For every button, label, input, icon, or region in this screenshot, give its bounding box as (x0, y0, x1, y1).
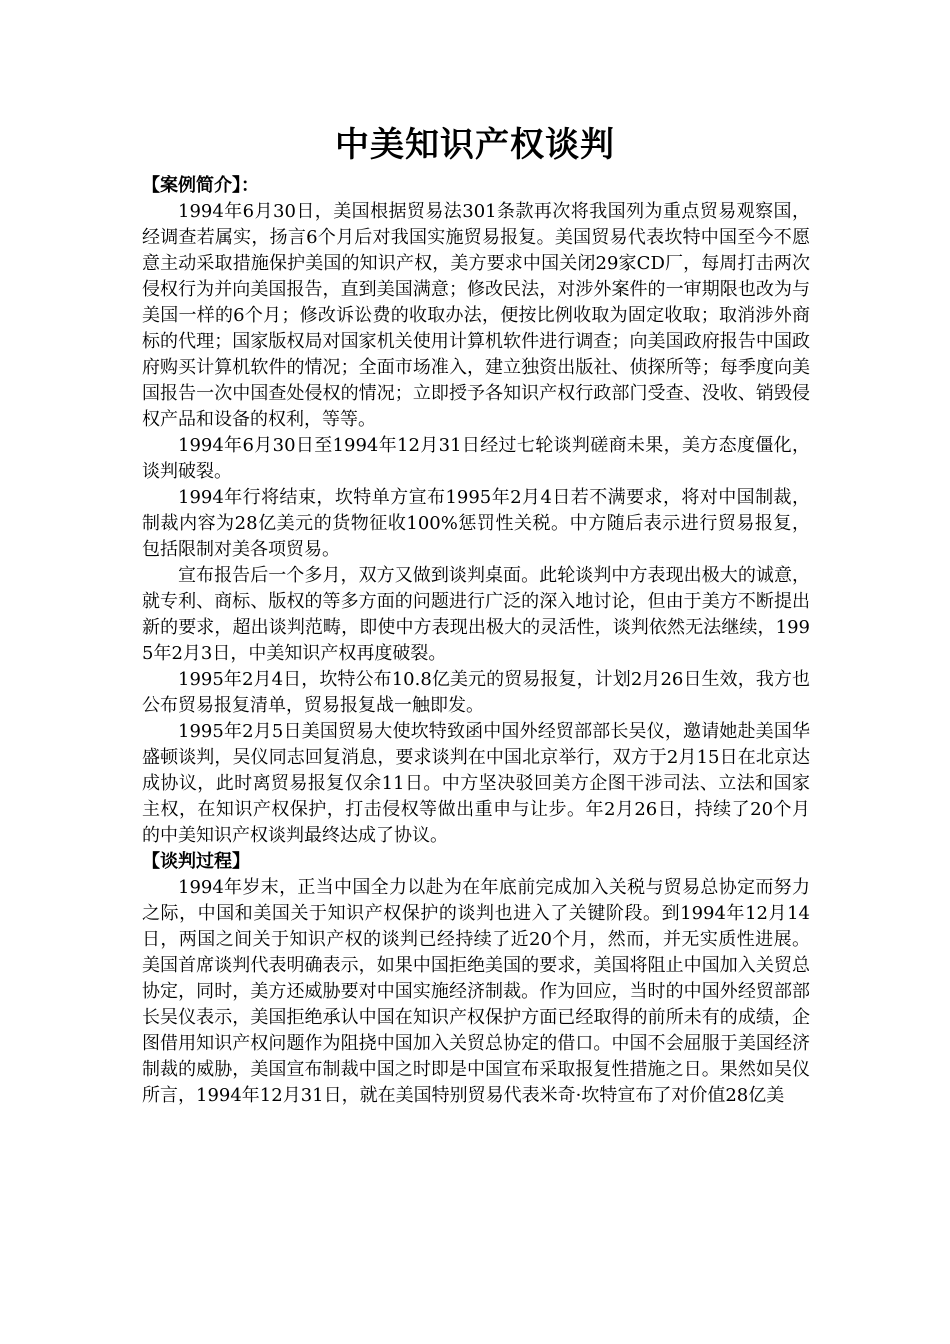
paragraph: 1994年行将结束，坎特单方宣布1995年2月4日若不满要求，将对中国制裁，制裁内容为28亿美元的货物征收100%惩罚性关税。中方随后表示进行贸易报复，包括限制对美各项贸易。 (142, 487, 810, 560)
paragraph: 1994年岁末，正当中国全力以赴为在年底前完成加入关税与贸易总协定而努力之际，中国和美国关于知识产权保护的谈判也进入了关键阶段。到1994年12月14日，两国之间关于知识产权的谈判已经持续了近20个月，然而，并无实质性进展。美国首席谈判代表明确表示，如果中国拒绝美国的要求，美国将阻止中国加入关贸总协定，同时，美方还威胁要对中国实施经济制裁。作为回应，当时的中国外经贸部部长吴仪表示，美国拒绝承认中国在知识产权保护方面已经取得的前所未有的成绩，企图借用知识产权问题作为阻挠中国加入关贸总协定的借口。中国不会屈服于美国经济制裁的威胁，美国宣布制裁中国之时即是中国宣布采取报复性措施之日。果然如吴仪所言，1994年12月31日，就在美国特别贸易代表米奇·坎特宣布了对价值28亿美 (142, 877, 810, 1106)
section-case-summary (142, 173, 810, 849)
paragraph: 1994年6月30日，美国根据贸易法301条款再次将我国列为重点贸易观察国，经调查若属实，扬言6个月后对我国实施贸易报复。美国贸易代表坎特中国至今不愿意主动采取措施保护美国的知识产权，美方要求中国关闭29家CD厂，每周打击两次侵权行为并向美国报告，直到美国满意；修改民法，对涉外案件的一审期限也改为与美国一样的6个月；修改诉讼费的收取办法，便按比例收取为固定收取；取消涉外商标的代理；国家版权局对国家机关使用计算机软件进行调查；向美国政府报告中国政府购买计算机软件的情况；全面市场准入，建立独资出版社、侦探所等；每季度向美国报告一次中国查处侵权的情况；立即授予各知识产权行政部门受查、没收、销毁侵权产品和设备的权利，等等。 (142, 201, 810, 430)
section-heading-negotiation-process: 【谈判过程】 (142, 851, 250, 872)
section-heading-case-summary: 【案例简介】： (142, 175, 259, 196)
document-body (142, 173, 810, 1109)
section-negotiation-process (142, 849, 810, 1109)
paragraph: 1994年6月30日至1994年12月31日经过七轮谈判磋商未果，美方态度僵化，谈判破裂。 (142, 435, 810, 482)
paragraph: 1995年2月5日美国贸易大使坎特致函中国外经贸部部长吴仪，邀请她赴美国华盛顿谈判，吴仪同志回复消息，要求谈判在中国北京举行，双方于2月15日在北京达成协议，此时离贸易报复仅余11日。中方坚决驳回美方企图干涉司法、立法和国家主权，在知识产权保护，打击侵权等做出重申与让步。年2月26日，持续了20个月的中美知识产权谈判最终达成了协议。 (142, 721, 810, 846)
document-title: 中美知识产权谈判 (335, 125, 615, 165)
paragraph: 1995年2月4日，坎特公布10.8亿美元的贸易报复，计划2月26日生效，我方也公布贸易报复清单，贸易报复战一触即发。 (142, 669, 810, 716)
paragraph: 宣布报告后一个多月，双方又做到谈判桌面。此轮谈判中方表现出极大的诚意，就专利、商标、版权的等多方面的问题进行广泛的深入地讨论，但由于美方不断提出新的要求，超出谈判范畴，即使中方表现出极大的灵活性，谈判依然无法继续，1995年2月3日，中美知识产权再度破裂。 (142, 565, 810, 664)
